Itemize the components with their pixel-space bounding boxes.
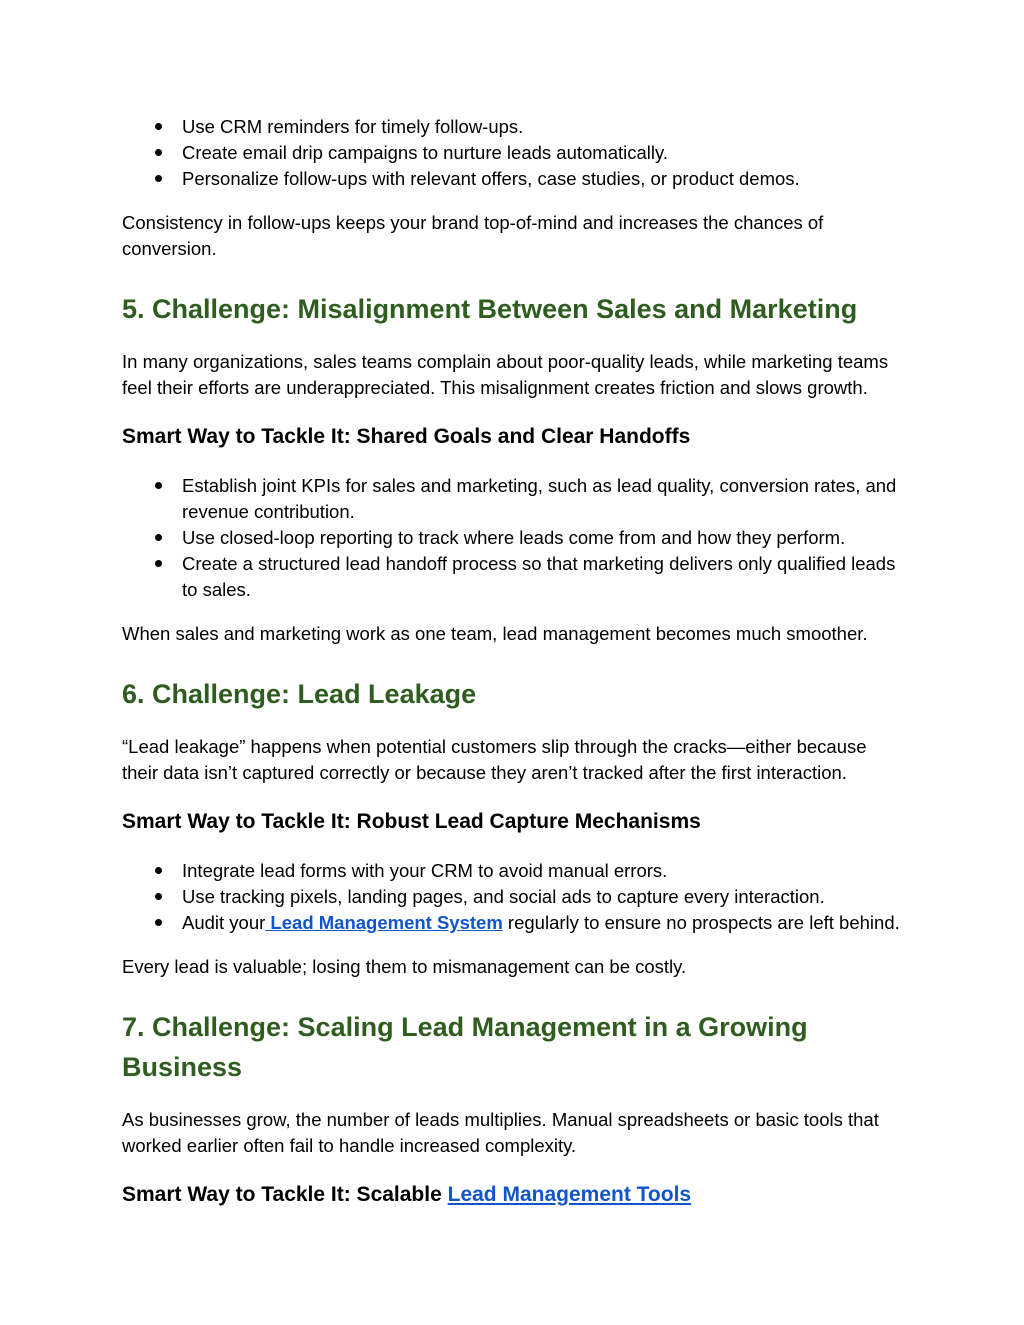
list-item: Create a structured lead handoff process so that marketing delivers only qualified leads to sales. [182,551,902,603]
list-item: Use closed-loop reporting to track where leads come from and how they perform. [182,525,902,551]
list-item-text: regularly to ensure no prospects are left behind. [502,912,900,933]
section-5-paragraph: In many organizations, sales teams complain about poor-quality leads, while marketing teams feel their efforts are underappreciated. This misalignment creates friction and slows growth. [122,351,889,398]
list-item: Create email drip campaigns to nurture leads automatically. [182,140,902,166]
list-item: Integrate lead forms with your CRM to avoid manual errors. [182,858,902,884]
section-6-subheading: Smart Way to Tackle It: Robust Lead Capture Mechanisms [122,810,701,833]
lead-management-system-link[interactable]: Lead Management System [265,912,503,933]
list-item: Establish joint KPIs for sales and marketing, such as lead quality, conversion rates, and revenue contribution. [182,473,902,525]
section-6-heading: 6. Challenge: Lead Leakage [122,679,477,709]
section-5-closing-paragraph: When sales and marketing work as one team, lead management becomes much smoother. [122,623,868,644]
subheading-text: Smart Way to Tackle It: Scalable [122,1183,448,1206]
section-5-heading: 5. Challenge: Misalignment Between Sales and Marketing [122,294,858,324]
follow-up-tips-list [122,114,902,192]
section-5-subheading: Smart Way to Tackle It: Shared Goals and Clear Handoffs [122,425,691,448]
paragraph-consistency: Consistency in follow-ups keeps your brand top-of-mind and increases the chances of conversion. [122,212,824,259]
list-item: Use CRM reminders for timely follow-ups. [182,114,902,140]
list-item-text: Audit your [182,912,266,933]
section-5-list [122,473,902,603]
section-6-paragraph: “Lead leakage” happens when potential customers slip through the cracks—either because their data isn’t captured correctly or because they aren’t tracked after the first interaction. [122,736,867,783]
list-item: Use tracking pixels, landing pages, and social ads to capture every interaction. [182,884,902,910]
lead-management-tools-link[interactable]: Lead Management Tools [447,1183,692,1206]
section-6-closing-paragraph: Every lead is valuable; losing them to mismanagement can be costly. [122,956,687,977]
list-item [182,910,902,936]
section-6-list [122,858,902,936]
section-7-subheading [122,1182,902,1208]
list-item: Personalize follow-ups with relevant offers, case studies, or product demos. [182,166,902,192]
section-7-paragraph: As businesses grow, the number of leads multiplies. Manual spreadsheets or basic tools that worked earlier often fail to handle increased complexity. [122,1109,879,1156]
section-7-heading: 7. Challenge: Scaling Lead Management in a Growing Business [122,1012,808,1082]
